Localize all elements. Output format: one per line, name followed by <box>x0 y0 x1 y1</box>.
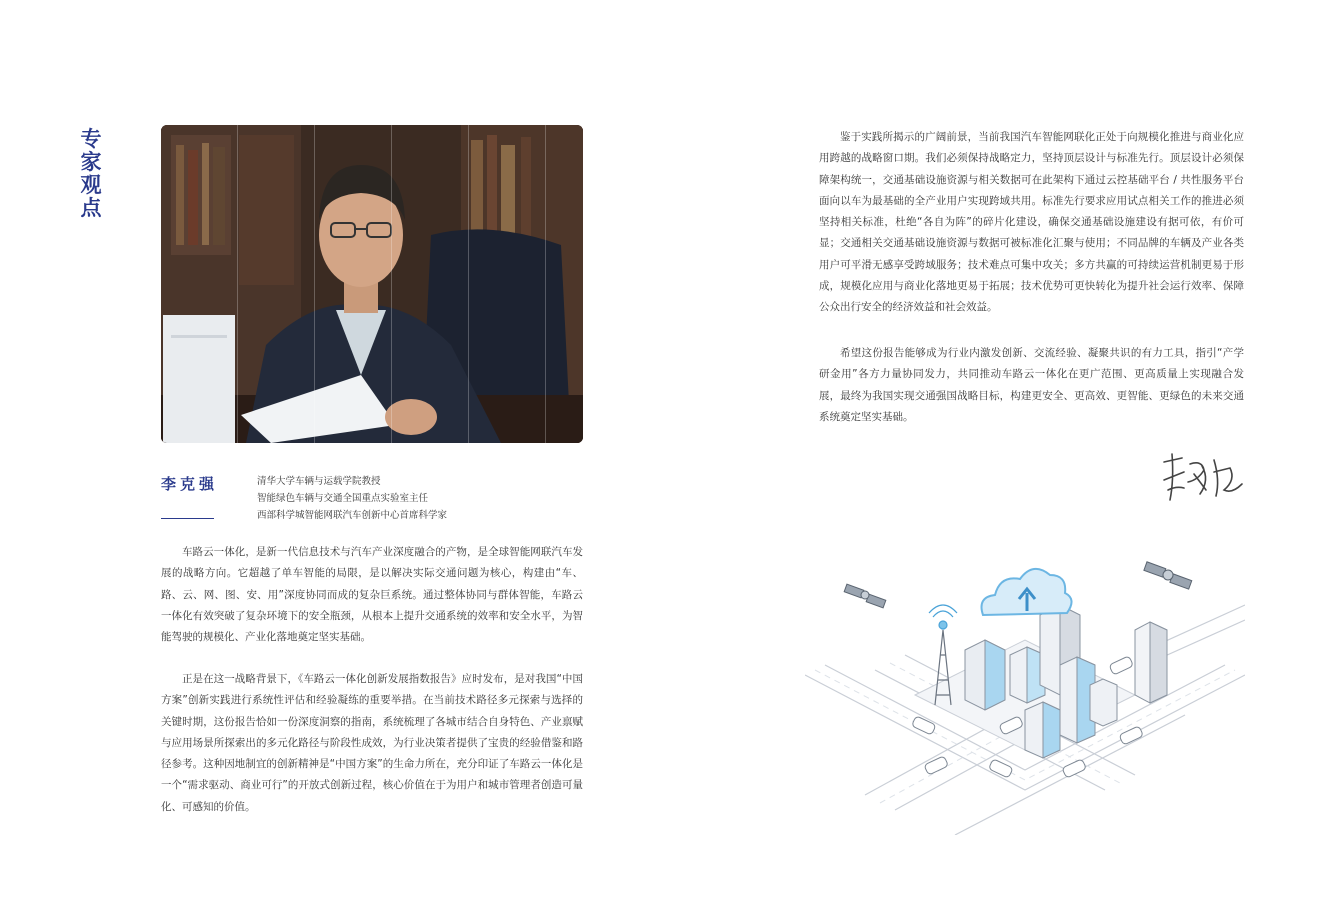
name-divider <box>161 518 214 519</box>
section-label: 专家观点 <box>80 127 102 220</box>
body-paragraph: 车路云一体化，是新一代信息技术与汽车产业深度融合的产物，是全球智能网联汽车发展的战略方向。它超越了单车智能的局限，是以解决实际交通问题为核心，构建由“车、路、云、网、图、安、用”深度协同而成的复杂巨系统。通过整体协同与群体智能，车路云一体化有效突破了复杂环境下的安全瓶颈，从根本上提升交通系统的效率和安全水平，为智能驾驶的规模化、产业化落地奠定坚实基础。 <box>161 546 583 644</box>
expert-title: 智能绿色车辆与交通全国重点实验室主任 <box>257 493 429 504</box>
body-paragraph: 正是在这一战略背景下，《车路云一体化创新发展指数报告》应时发布，是对我国“中国方案”创新实践进行系统性评估和经验凝练的重要举措。在当前技术路径多元探索与选择的关键时期，这份报告恰如一份深度洞察的指南，系统梳理了各城市结合自身特色、产业禀赋与应用场景所探索出的多元化路径与阶段性成效，为行业决策者提供了宝贵的经验借鉴和路径参考。这种因地制宜的创新精神是“中国方案”的生命力所在，充分印证了车路云一体化是一个“需求驱动、商业可行”的开放式创新过程，核心价值在于为用户和城市管理者创造可量化、可感知的价值。 <box>161 673 583 813</box>
handwritten-signature <box>1158 450 1248 506</box>
portrait-photo <box>161 125 583 443</box>
expert-title: 西部科学城智能网联汽车创新中心首席科学家 <box>257 510 448 521</box>
body-paragraph: 鉴于实践所揭示的广阔前景，当前我国汽车智能网联化正处于向规模化推进与商业化应用跨越的战略窗口期。我们必须保持战略定力，坚持顶层设计与标准先行。顶层设计必须保障架构统一，交通基础设施资源与相关数据可在此架构下通过云控基础平台 / 共性服务平台面向以车为最基础的全产业用户实现跨域共用。标准先行要求应用试点相关工作的推进必须坚持相关标准，杜绝“各自为阵”的碎片化建设，确保交通基础设施建设有据可依，有价可显；交通相关交通基础设施资源与数据可被标准化汇聚与使用；不同品牌的车辆及产业各类用户可平滑无感享受跨域服务；技术难点可集中攻关；多方共赢的可持续运营机制更易于形成，规模化应用与商业化落地更易于拓展；技术优势可更快转化为提升社会运行效率、保障公众出行安全的经济效益和社会效益。 <box>819 131 1244 314</box>
expert-titles <box>257 473 557 524</box>
smart-city-illustration <box>805 535 1245 835</box>
body-paragraph: 希望这份报告能够成为行业内激发创新、交流经验、凝聚共识的有力工具，指引“产学研金用”各方力量协同发力，共同推动车路云一体化在更广范围、更高质量上实现融合发展，最终为我国实现交通强国战略目标，构建更安全、更高效、更智能、更绿色的未来交通系统奠定坚实基础。 <box>819 347 1244 423</box>
expert-name: 李克强 <box>161 475 219 493</box>
expert-title: 清华大学车辆与运载学院教授 <box>257 476 381 487</box>
